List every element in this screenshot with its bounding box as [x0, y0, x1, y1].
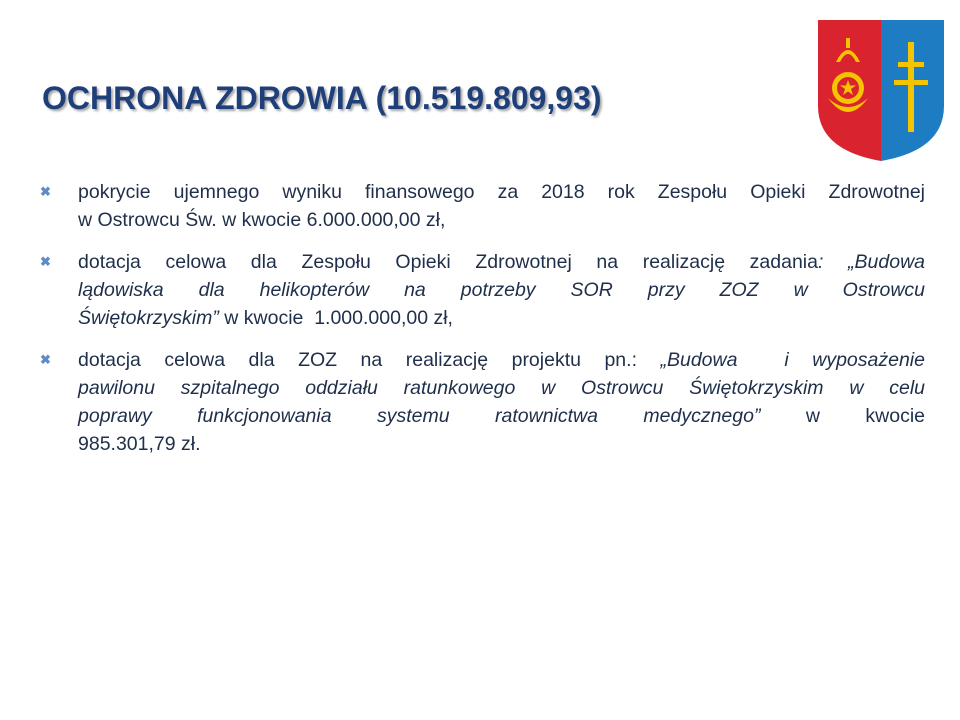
item-line: pokrycie ujemnego wyniku finansowego za 2018 rok Zespołu Opieki Zdrowotnej	[78, 181, 925, 203]
item-line: lądowiska dla helikopterów na potrzeby SOR przy ZOZ w Ostrowcu	[78, 279, 925, 301]
list-item	[40, 178, 925, 234]
slide-title: OCHRONA ZDROWIA (10.519.809,93)	[42, 80, 602, 116]
bullet-x-icon: ✖	[40, 184, 51, 199]
item-line: w Ostrowcu Św. w kwocie 6.000.000,00 zł,	[78, 209, 446, 231]
list-item	[40, 346, 925, 458]
item-line: Świętokrzyskim” w kwocie 1.000.000,00 zł,	[78, 307, 453, 329]
item-line: poprawy funkcjonowania systemu ratownictwa medycznego” w kwocie	[78, 405, 925, 427]
item-line: 985.301,79 zł.	[78, 433, 201, 455]
item-line: dotacja celowa dla Zespołu Opieki Zdrowotnej na realizację zadania: „Budowa	[78, 251, 925, 273]
item-line: pawilonu szpitalnego oddziału ratunkowego w Ostrowcu Świętokrzyskim w celu	[78, 377, 925, 399]
coat-of-arms-icon	[816, 18, 946, 163]
bullet-x-icon: ✖	[40, 254, 51, 269]
item-line: dotacja celowa dla ZOZ na realizację projektu pn.: „Budowa i wyposażenie	[78, 349, 925, 371]
list-item	[40, 248, 925, 332]
bullet-x-icon: ✖	[40, 352, 51, 367]
bullet-list	[40, 178, 925, 472]
